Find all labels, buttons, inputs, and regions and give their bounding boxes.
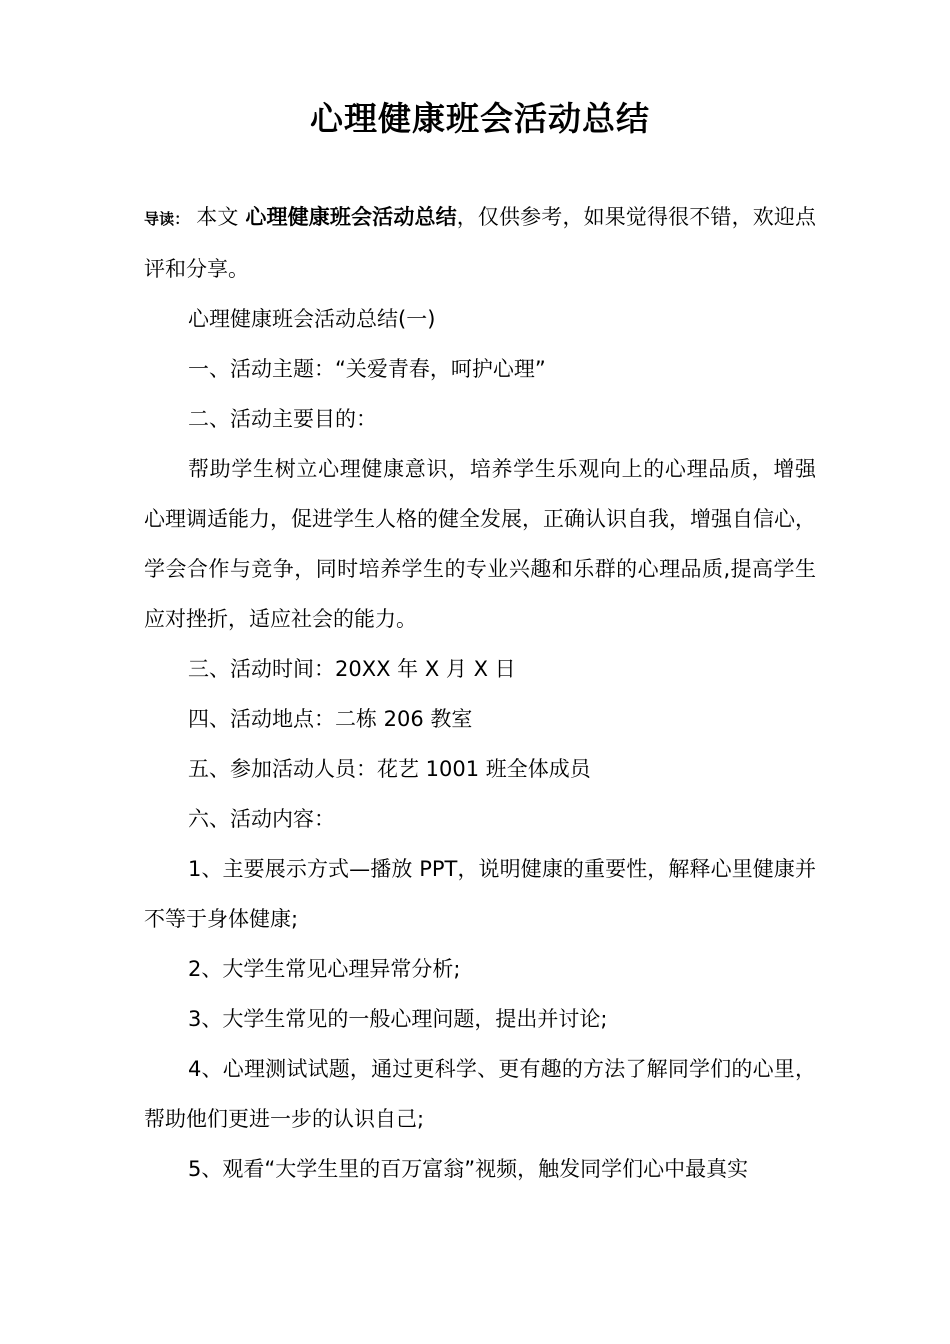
activity-time: 三、活动时间：20XX 年 X 月 X 日 [188,657,516,681]
intro-prefix: 本文 [189,205,246,229]
intro-bold-title: 心理健康班会活动总结 [245,205,457,229]
content-item-4: 4、心理测试试题，通过更科学、更有趣的方法了解同学们的心里，帮助他们更进一步的认识自己; [144,1057,816,1131]
activity-purpose-text: 帮助学生树立心理健康意识，培养学生乐观向上的心理品质，增强心理调适能力，促进学生人格的健全发展，正确认识自我，增强自信心，学会合作与竞争，同时培养学生的专业兴趣和乐群的心理品质,提高学生应对挫折，适应社会的能力。 [144,457,816,631]
content-item-3: 3、大学生常见的一般心理问题，提出并讨论; [188,1007,608,1031]
activity-purpose-heading: 二、活动主要目的： [188,407,377,431]
content-item-5: 5、观看“大学生里的百万富翁”视频，触发同学们心中最真实 [188,1157,749,1181]
intro-paragraph [144,192,816,294]
content-item-2: 2、大学生常见心理异常分析; [188,957,461,981]
intro-suffix: ，仅供参考，如果觉得很不错，欢迎点评和分享。 [144,205,816,281]
document-title: 心理健康班会活动总结 [310,99,650,138]
activity-theme: 一、活动主题：“关爱青春，呵护心理” [188,357,546,381]
document-body [144,192,816,1194]
activity-content-heading: 六、活动内容： [188,807,335,831]
activity-participants: 五、参加活动人员：花艺 1001 班全体成员 [188,757,591,781]
intro-label: 导读： [144,210,190,228]
content-item-1: 1、主要展示方式—播放 PPT，说明健康的重要性，解释心里健康并不等于身体健康; [144,857,816,931]
activity-location: 四、活动地点：二栋 206 教室 [188,707,473,731]
section-heading: 心理健康班会活动总结(一) [188,307,436,331]
